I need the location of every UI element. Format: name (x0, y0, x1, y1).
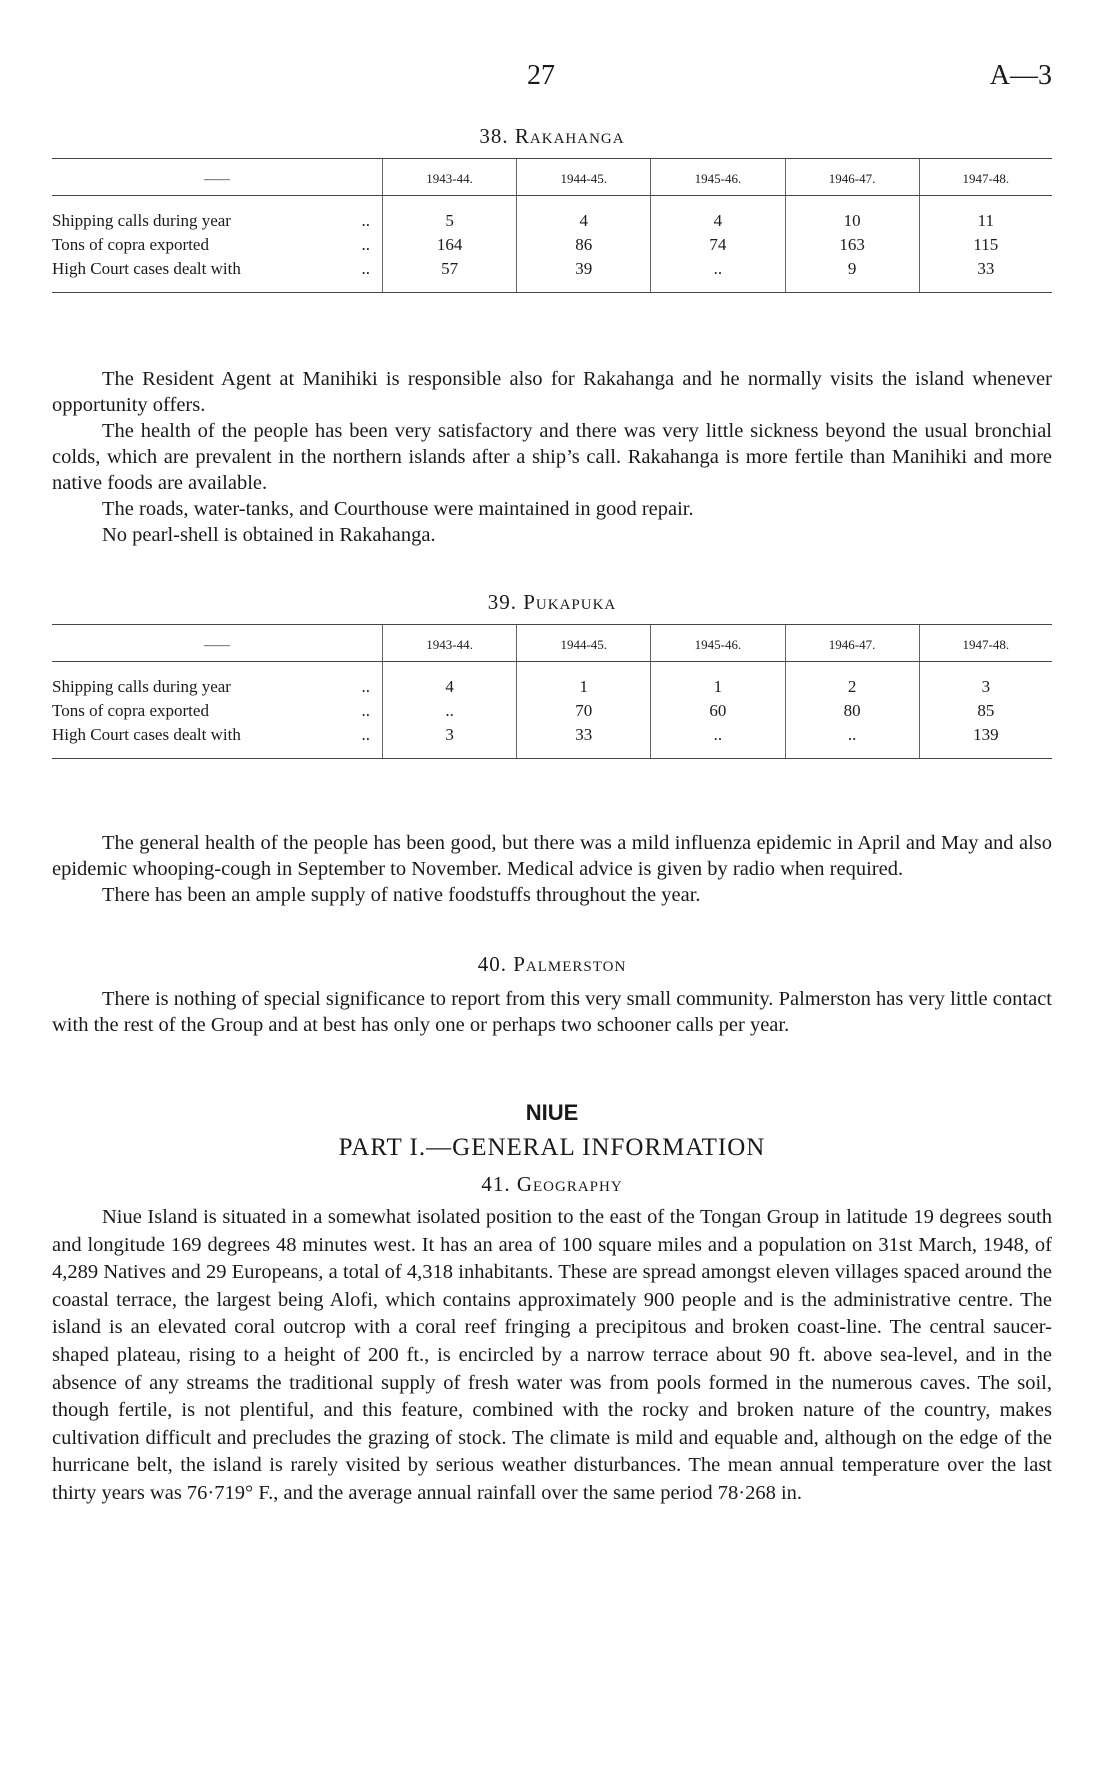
paragraph: There has been an ample supply of native foodstuffs throughout the year. (102, 884, 701, 906)
geography-text (52, 1204, 1052, 1508)
table-cell: 60 (651, 699, 785, 723)
section-name: Rakahanga (514, 124, 625, 148)
pukapuka-table (52, 624, 1052, 759)
table-cell: 163 (785, 233, 919, 257)
table-row (52, 196, 1052, 234)
table-cell: .. (383, 699, 517, 723)
table-cell: .. (785, 723, 919, 759)
table-cell: 4 (651, 196, 785, 234)
table-row (52, 662, 1052, 700)
table-cell: 86 (517, 233, 651, 257)
leader-dots: .. (361, 701, 370, 720)
table-cell: 10 (785, 196, 919, 234)
row-label: Shipping calls during year (52, 211, 231, 230)
row-label: Shipping calls during year (52, 677, 231, 696)
table-row (52, 723, 1052, 759)
section-title-palmerston (52, 952, 1052, 977)
section-name: Palmerston (513, 952, 627, 976)
section-title-pukapuka (52, 590, 1052, 615)
table-row (52, 233, 1052, 257)
column-header: 1946-47. (785, 625, 919, 662)
table-cell: 74 (651, 233, 785, 257)
niue-heading: NIUE (525, 1100, 579, 1125)
column-header: 1945-46. (651, 625, 785, 662)
table-cell: .. (651, 257, 785, 293)
table-cell: 33 (919, 257, 1052, 293)
table-cell: 139 (919, 723, 1052, 759)
table-cell: 2 (785, 662, 919, 700)
paragraph: The Resident Agent at Manihiki is responsible also for Rakahanga and he normally visits the island whenever opportunity offers. (52, 368, 1052, 416)
column-header: 1945-46. (651, 159, 785, 196)
page-header (52, 60, 1052, 100)
section-number: 41. (481, 1172, 511, 1196)
column-header: —— (52, 159, 383, 196)
paragraph: Niue Island is situated in a somewhat isolated position to the east of the Tongan Group in latitude 19 degrees south and longitude 169 degrees 48 minutes west. It has an area of 100 square miles and a population on 31st March, 1948, of 4,289 Natives and 29 Europeans, a total of 4,318 inhabitants. These are spread amongst eleven villages spaced around the coastal terrace, the largest being Alofi, which contains approximately 900 people and is the administrative centre. The island is an elevated coral outcrop with a coral reef fringing a precipitous and broken coast-line. The central saucer-shaped plateau, rising to a height of 200 ft., is encircled by a narrow terrace about 90 ft. above sea-level, and in the absence of any streams the traditional supply of fresh water was from pools formed in the numerous caves. The soil, though fertile, is not plentiful, and this feature, combined with the rocky and broken nature of the country, makes cultivation difficult and precludes the grazing of stock. The climate is mild and equable and, although on the edge of the hurricane belt, the island is rarely visited by serious weather disturbances. The mean annual temperature over the last thirty years was 76·719° F., and the average annual rainfall over the same period 78·268 in. (52, 1206, 1052, 1504)
column-header: 1946-47. (785, 159, 919, 196)
table-cell: 4 (517, 196, 651, 234)
page-number: 27 (527, 60, 555, 91)
paragraph: The health of the people has been very satisfactory and there was very little sickness beyond the usual bronchial colds, which are prevalent in the northern islands after a ship’s call. Rakahanga is more fertile than Manihiki and more native foods are available. (52, 420, 1052, 494)
table-cell: 1 (651, 662, 785, 700)
paragraph: There is nothing of special significance to report from this very small community. Palmerston has very little contact with the rest of the Group and at best has only one or perhaps two schooner calls per year. (52, 988, 1052, 1036)
section-title-geography (52, 1172, 1052, 1197)
pukapuka-text (52, 830, 1052, 908)
row-label: Tons of copra exported (52, 235, 209, 254)
table-cell: 1 (517, 662, 651, 700)
section-number: 40. (477, 952, 507, 976)
part-heading: PART I.—GENERAL INFORMATION (338, 1134, 766, 1161)
rakahanga-text (52, 366, 1052, 548)
column-header: 1943-44. (383, 625, 517, 662)
table-cell: 115 (919, 233, 1052, 257)
series-code: A—3 (989, 60, 1052, 91)
row-label: High Court cases dealt with (52, 725, 241, 744)
table-cell: 80 (785, 699, 919, 723)
table-cell: 3 (383, 723, 517, 759)
row-label: Tons of copra exported (52, 701, 209, 720)
table-row (52, 257, 1052, 293)
rakahanga-table (52, 158, 1052, 293)
table-cell: 5 (383, 196, 517, 234)
paragraph: No pearl-shell is obtained in Rakahanga. (102, 524, 436, 546)
column-header: 1943-44. (383, 159, 517, 196)
table-cell: .. (651, 723, 785, 759)
leader-dots: .. (361, 211, 370, 230)
row-label: High Court cases dealt with (52, 259, 241, 278)
column-header: —— (52, 625, 383, 662)
table-row (52, 699, 1052, 723)
section-name: Geography (516, 1172, 623, 1196)
table-cell: 85 (919, 699, 1052, 723)
section-title-rakahanga (52, 124, 1052, 149)
column-header: 1947-48. (919, 159, 1052, 196)
palmerston-text (52, 986, 1052, 1038)
leader-dots: .. (361, 235, 370, 254)
column-header: 1947-48. (919, 625, 1052, 662)
table-cell: 9 (785, 257, 919, 293)
table-cell: 57 (383, 257, 517, 293)
column-header: 1944-45. (517, 625, 651, 662)
leader-dots: .. (361, 259, 370, 278)
table-cell: 39 (517, 257, 651, 293)
table-cell: 33 (517, 723, 651, 759)
table-cell: 70 (517, 699, 651, 723)
section-number: 38. (479, 124, 509, 148)
section-number: 39. (487, 590, 517, 614)
column-header: 1944-45. (517, 159, 651, 196)
table-cell: 4 (383, 662, 517, 700)
table-cell: 11 (919, 196, 1052, 234)
leader-dots: .. (361, 725, 370, 744)
paragraph: The general health of the people has been good, but there was a mild influenza epidemic in April and May and also epidemic whooping-cough in September to November. Medical advice is given by radio when required. (52, 832, 1052, 880)
section-name: Pukapuka (523, 590, 617, 614)
table-cell: 3 (919, 662, 1052, 700)
leader-dots: .. (361, 677, 370, 696)
table-cell: 164 (383, 233, 517, 257)
paragraph: The roads, water-tanks, and Courthouse were maintained in good repair. (102, 498, 694, 520)
